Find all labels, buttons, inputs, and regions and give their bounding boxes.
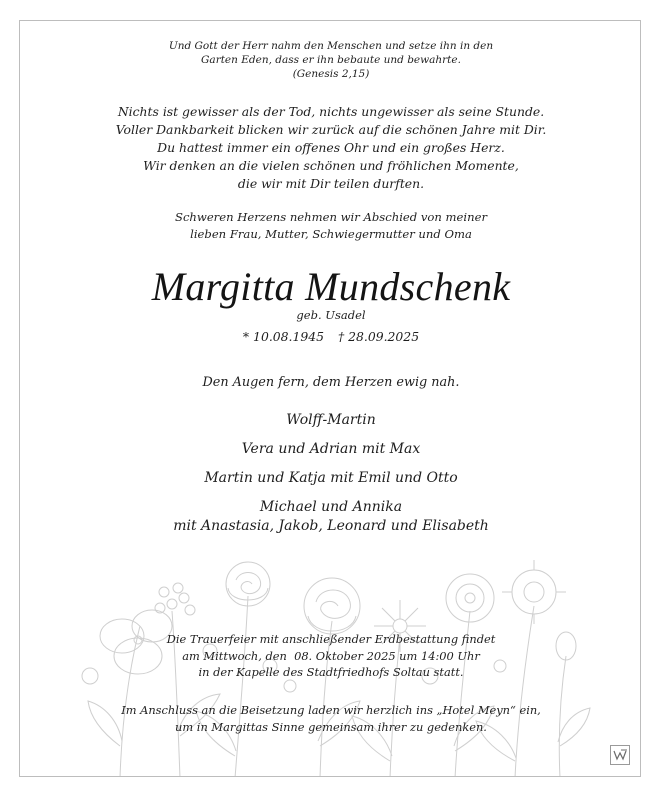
reception-line: um in Margittas Sinne gemeinsam ihrer zu gedenken. [175,719,487,734]
poem [20,103,641,193]
deceased-name: Margitta Mundschenk [151,264,511,309]
publisher-logo-icon [611,746,629,764]
service-line: am Mittwoch, den 08. Oktober 2025 um 14:00 Uhr [182,648,480,663]
funeral-service-info [20,631,641,681]
publisher-logo [610,745,630,765]
verse-reference: (Genesis 2,15) [292,68,370,80]
mourner-entry: mit Anastasia, Jakob, Leonard und Elisabeth [173,518,489,534]
poem-line: Du hattest immer ein offenes Ohr und ein großes Herz. [157,140,505,155]
service-line: in der Kapelle des Stadtfriedhofs Soltau statt. [198,665,464,679]
verse-line: Und Gott der Herr nahm den Menschen und setze ihn in den [168,40,494,52]
maiden-name: geb. Usadel [296,308,366,322]
mourner-entry: Michael und Annika [259,499,403,515]
birth-date: * 10.08.1945 [242,329,324,344]
death-date: † 28.09.2025 [338,329,420,344]
intro-line: lieben Frau, Mutter, Schwiegermutter und Oma [190,227,472,241]
poem-line: Nichts ist gewisser als der Tod, nichts ungewisser als seine Stunde. [117,104,545,119]
reception-info [20,702,641,735]
mourner-entry: Wolff-Martin [286,412,376,428]
poem-line: Voller Dankbarkeit blicken wir zurück auf die schönen Jahre mit Dir. [115,122,547,137]
service-line: Die Trauerfeier mit anschließender Erdbestattung findet [166,632,496,646]
farewell-intro [20,209,641,243]
poem-line: Wir denken an die vielen schönen und fröhlichen Momente, [143,158,519,173]
mourner-entry: Vera und Adrian mit Max [241,441,421,457]
verse-line: Garten Eden, dass er ihn bebaute und bewahrte. [201,54,461,66]
mourner-entry: Martin und Katja mit Emil und Otto [204,470,458,486]
reception-line: Im Anschluss an die Beisetzung laden wir herzlich ins „Hotel Meyn“ ein, [121,703,541,717]
life-dates [20,328,641,346]
poem-line: die wir mit Dir teilen durften. [237,176,425,191]
motto: Den Augen fern, dem Herzen ewig nah. [202,375,460,390]
intro-line: Schweren Herzens nehmen wir Abschied von meiner [175,210,487,224]
obituary-card [19,20,641,777]
mourners-list [20,411,641,536]
bible-verse [20,39,641,81]
